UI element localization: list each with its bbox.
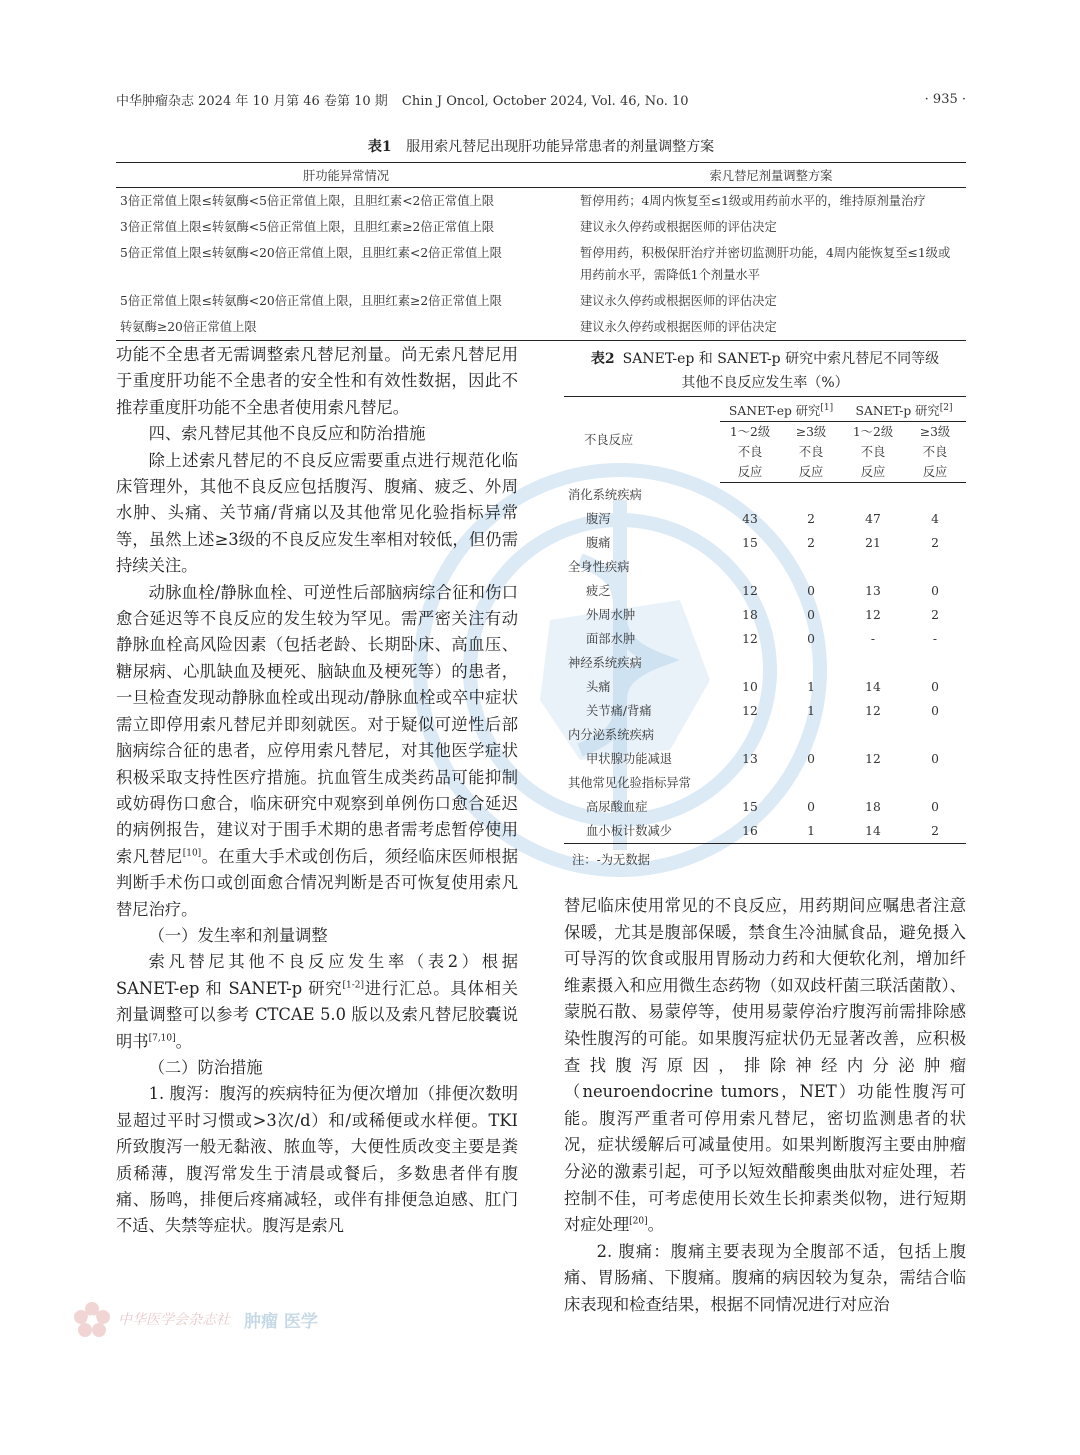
- table2-cell-value: 18: [865, 799, 881, 814]
- table2-cell-value: 14: [842, 819, 904, 844]
- table1-cell-plan: 建议永久停药或根据医师的评估决定: [580, 220, 777, 234]
- table2-cell-value: 0: [807, 607, 815, 622]
- table2-cell-value: 4: [931, 511, 939, 526]
- table2-group-label: 全身性疾病: [568, 559, 630, 574]
- table2-row-label: 面部水肿: [586, 631, 636, 646]
- table2-cell-value: [904, 483, 966, 507]
- table1-caption: [116, 136, 966, 156]
- table1-title: 服用索凡替尼出现肝功能异常患者的剂量调整方案: [406, 139, 715, 155]
- table2-cell-value: 15: [742, 799, 758, 814]
- table2-subheader-mild: 1～2级 不良 反应: [720, 422, 780, 483]
- paragraph: 替尼临床使用常见的不良反应，用药期间应嘱患者注意保暖，尤其是腹部保暖，禁食生冷油腻食品，避免摄入可导泻的饮食或服用胃肠动力药和大便软化剂，增加纤维素摄入和应用微生态药物（如双歧杆菌三联活菌散）、蒙脱石散、易蒙停等，使用易蒙停治疗腹泻前需排除感染性腹泻的可能。如果腹泻症状仍无显著改善，应积极查找腹泻原因，排除神经内分泌肿瘤（neuroendocrine tumors，NET）功能性腹泻可能。腹泻严重者可停用索凡替尼，密切监测患者的状况，症状缓解后可减量使用。如果判断腹泻主要由肿瘤分泌的激素引起，可予以短效醋酸奥曲肽对症处理，若控制不佳，可考虑使用长效生长抑素类似物，进行短期对症处理[20]。: [564, 896, 966, 1235]
- paragraph: 1. 腹泻：腹泻的疾病特征为便次增加（排便次数明显超过平时习惯或>3次/d）和/或稀便或水样便。TKI 所致腹泻一般无黏液、脓血等，大便性质改变主要是粪质稀薄，腹泻常发生于清晨或餐后，多数患者伴有腹痛、肠鸣，排便后疼痛减轻，或伴有排便急迫感、肛门不适、失禁等症状。腹泻是索凡: [116, 1084, 518, 1236]
- table2-cell-value: 10: [742, 679, 758, 694]
- table-row: [564, 795, 966, 819]
- table2-cell-value: [904, 771, 966, 795]
- table-row: [116, 188, 966, 215]
- table2-cell-value: -: [932, 631, 938, 646]
- paragraph: 索凡替尼其他不良反应发生率（表2）根据 SANET-ep 和 SANET-p 研究[1-2]进行汇总。具体相关剂量调整可以参考 CTCAE 5.0 版以及索凡替尼胶囊说明书[7,10]。: [116, 952, 518, 1051]
- table1-cell-plan: 建议永久停药或根据医师的评估决定: [580, 294, 777, 308]
- table2-cell-value: [780, 723, 842, 747]
- table2-cell-value: 0: [807, 583, 815, 598]
- table2-cell-value: 2: [931, 607, 939, 622]
- paragraph: 功能不全患者无需调整索凡替尼剂量。尚无索凡替尼用于重度肝功能不全患者的安全性和有效性数据，因此不推荐重度肝功能不全患者使用索凡替尼。: [116, 345, 518, 417]
- right-column: [564, 893, 966, 1319]
- citation: [1-2]: [342, 980, 364, 991]
- table2-row-label: 腹泻: [586, 511, 611, 526]
- table2-cell-value: 1: [807, 703, 815, 718]
- page-number: · 935 ·: [924, 91, 966, 107]
- table2-cell-value: 0: [931, 583, 939, 598]
- table2-row-label: 关节痛/背痛: [586, 703, 652, 718]
- table-row: [116, 240, 966, 288]
- table-row: [564, 819, 966, 844]
- table2-cell-value: 12: [865, 703, 881, 718]
- table2-cell-value: [780, 651, 842, 675]
- table2-cell-value: 13: [865, 583, 881, 598]
- table2-cell-value: 21: [865, 535, 881, 550]
- table-row: [564, 579, 966, 603]
- table2-group-label: 内分泌系统疾病: [568, 727, 655, 742]
- citation: [20]: [629, 1216, 648, 1227]
- table2-cell-value: 12: [865, 751, 881, 766]
- table-group-row: [564, 555, 966, 579]
- subsection-heading: （一）发生率和剂量调整: [148, 925, 328, 945]
- table-group-row: [564, 651, 966, 675]
- table2-cell-value: [720, 651, 780, 675]
- table1-cell-condition: 5倍正常值上限≤转氨酶<20倍正常值上限，且胆红素<2倍正常值上限: [120, 246, 502, 260]
- table2-subheader-severe: ≥3级 不良 反应: [780, 422, 842, 483]
- running-header: [116, 88, 966, 110]
- table2-cell-value: [720, 483, 780, 507]
- table2-cell-value: 18: [742, 607, 758, 622]
- table-row: [116, 314, 966, 341]
- table2-header-sanet-p: SANET-p 研究[2]: [842, 397, 966, 422]
- table2-cell-value: -: [870, 631, 876, 646]
- table2-label: 表2: [590, 351, 615, 367]
- subsection-heading: （二）防治措施: [148, 1057, 263, 1077]
- table2-row-label: 外周水肿: [586, 607, 636, 622]
- flower-logo-icon: [72, 1300, 112, 1338]
- table2-cell-value: 0: [807, 751, 815, 766]
- left-column: [116, 342, 518, 1240]
- table2-cell-value: [842, 651, 904, 675]
- table-row: [564, 699, 966, 723]
- table2-cell-value: 47: [865, 511, 881, 526]
- table-row: [564, 603, 966, 627]
- table2-cell-value: [780, 771, 842, 795]
- table2-subheader-severe: ≥3级 不良 反应: [904, 422, 966, 483]
- table2-cell-value: 12: [742, 631, 758, 646]
- table2-row-label: 疲乏: [586, 583, 611, 598]
- table2-cell-value: 12: [865, 607, 881, 622]
- table1-cell-condition: 3倍正常值上限≤转氨酶<5倍正常值上限，且胆红素≥2倍正常值上限: [120, 220, 495, 234]
- table2-cell-value: 2: [904, 819, 966, 844]
- table2-group-label: 神经系统疾病: [568, 655, 642, 670]
- table2-cell-value: 0: [807, 799, 815, 814]
- table-row: [564, 627, 966, 651]
- table2-cell-value: 12: [742, 703, 758, 718]
- table2-cell-value: 14: [865, 679, 881, 694]
- journal-name-en: Chin J Oncol, October 2024, Vol. 46, No. 10: [401, 93, 689, 109]
- table2-row-label: 高尿酸血症: [586, 799, 648, 814]
- table2-group-label: 其他常见化验指标异常: [568, 775, 691, 790]
- table1-header-condition: 肝功能异常情况: [116, 163, 576, 188]
- footer-brand: 肿瘤 医学: [244, 1311, 318, 1332]
- table1-cell-condition: 3倍正常值上限≤转氨酶<5倍正常值上限，且胆红素<2倍正常值上限: [120, 194, 495, 208]
- table1-label: 表1: [367, 139, 392, 155]
- table2-title-line1: SANET-ep 和 SANET-p 研究中索凡替尼不同等级: [622, 351, 940, 367]
- table1-cell-plan: 暂停用药；4周内恢复至≤1级或用药前水平的，维持原剂量治疗: [580, 194, 926, 208]
- table-group-row: [564, 723, 966, 747]
- table2-cell-value: [720, 771, 780, 795]
- publisher-name: 中华医学会杂志社: [118, 1312, 230, 1328]
- table2: [564, 396, 966, 844]
- table1-cell-plan: 暂停用药，积极保肝治疗并密切监测肝功能，4周内能恢复至≤1级或用药前水平，需降低1个剂量水平: [580, 246, 951, 282]
- table2-subheader-mild: 1～2级 不良 反应: [842, 422, 904, 483]
- table2-cell-value: 0: [807, 631, 815, 646]
- table2-cell-value: 1: [807, 679, 815, 694]
- table-row: [564, 747, 966, 771]
- citation: [7,10]: [148, 1033, 176, 1044]
- table2-row-label: 血小板计数减少: [564, 819, 720, 844]
- table2-group-label: 消化系统疾病: [568, 487, 642, 502]
- table2-cell-value: [904, 723, 966, 747]
- table2-cell-value: 2: [807, 535, 815, 550]
- table2-cell-value: 1: [780, 819, 842, 844]
- table2-cell-value: [842, 555, 904, 579]
- table-row: [564, 531, 966, 555]
- table2-header-adverse-reaction: 不良反应: [564, 397, 720, 483]
- table2-cell-value: 12: [742, 583, 758, 598]
- table2-cell-value: [720, 555, 780, 579]
- table2-cell-value: 0: [931, 799, 939, 814]
- table2-cell-value: [904, 651, 966, 675]
- table2-row-label: 甲状腺功能减退: [586, 751, 673, 766]
- table2-note: 注：-为无数据: [572, 853, 650, 867]
- table2-cell-value: 0: [931, 703, 939, 718]
- table2-cell-value: [780, 555, 842, 579]
- paragraph: 2. 腹痛：腹痛主要表现为全腹部不适，包括上腹痛、胃肠痛、下腹痛。腹痛的病因较为复杂，需结合临床表现和检查结果，根据不同情况进行对应治: [564, 1241, 966, 1314]
- table-row: [564, 507, 966, 531]
- table2-cell-value: 43: [742, 511, 758, 526]
- table1-cell-plan: 建议永久停药或根据医师的评估决定: [576, 314, 966, 341]
- table-group-row: [564, 483, 966, 507]
- table2-cell-value: 16: [720, 819, 780, 844]
- table2-row-label: 头痛: [586, 679, 611, 694]
- table2-cell-value: 0: [931, 679, 939, 694]
- table-row: [564, 675, 966, 699]
- table2-row-label: 腹痛: [586, 535, 611, 550]
- table2-title-line2: 其他不良反应发生率（%）: [681, 375, 849, 391]
- table2-cell-value: 2: [931, 535, 939, 550]
- paragraph: 动脉血栓/静脉血栓、可逆性后部脑病综合征和伤口愈合延迟等不良反应的发生较为罕见。需严密关注有动静脉血栓高风险因素（包括老龄、长期卧床、高血压、糖尿病、心肌缺血及梗死、脑缺血及梗死等）的患者，一旦检查发现动静脉血栓或出现动/静脉血栓或卒中症状需立即停用索凡替尼并即刻就医。对于疑似可逆性后部脑病综合征的患者，应停用索凡替尼，对其他医学症状积极采取支持性医疗措施。抗血管生成类药品可能抑制或妨碍伤口愈合，临床研究中观察到单例伤口愈合延迟的病例报告，建议对于围手术期的患者需考虑暂停使用索凡替尼[10]。在重大手术或创伤后，须经临床医师根据判断手术伤口或创面愈合情况判断是否可恢复使用索凡替尼治疗。: [116, 582, 518, 919]
- table-group-row: [564, 771, 966, 795]
- table2-caption: [564, 347, 966, 395]
- section-heading: 四、索凡替尼其他不良反应和防治措施: [148, 424, 426, 444]
- table1-header-plan: 索凡替尼剂量调整方案: [576, 163, 966, 188]
- table2-cell-value: [842, 771, 904, 795]
- table2-cell-value: [842, 483, 904, 507]
- publisher-logo: [72, 1300, 492, 1338]
- table2-cell-value: 0: [931, 751, 939, 766]
- paragraph: 除上述索凡替尼的不良反应需要重点进行规范化临床管理外，其他不良反应包括腹泻、腹痛、疲乏、外周水肿、头痛、关节痛/背痛以及其他常见化验指标异常等，虽然上述≥3级的不良反应发生率相对较低，但仍需持续关注。: [116, 450, 518, 576]
- table2-cell-value: [842, 723, 904, 747]
- journal-name-cn: 中华肿瘤杂志 2024 年 10 月第 46 卷第 10 期: [116, 93, 388, 109]
- table1-cell-condition: 5倍正常值上限≤转氨酶<20倍正常值上限，且胆红素≥2倍正常值上限: [120, 294, 502, 308]
- table2-cell-value: 13: [742, 751, 758, 766]
- table2-cell-value: [720, 723, 780, 747]
- table1: [116, 162, 966, 341]
- table-row: [116, 214, 966, 240]
- table2-cell-value: 15: [742, 535, 758, 550]
- table1-cell-condition: 转氨酶≥20倍正常值上限: [116, 314, 576, 341]
- table2-cell-value: [904, 555, 966, 579]
- table2-cell-value: [780, 483, 842, 507]
- table2-header-sanet-ep: SANET-ep 研究[1]: [720, 397, 842, 422]
- table2-cell-value: 2: [807, 511, 815, 526]
- citation: [10]: [182, 848, 202, 859]
- table-row: [116, 288, 966, 314]
